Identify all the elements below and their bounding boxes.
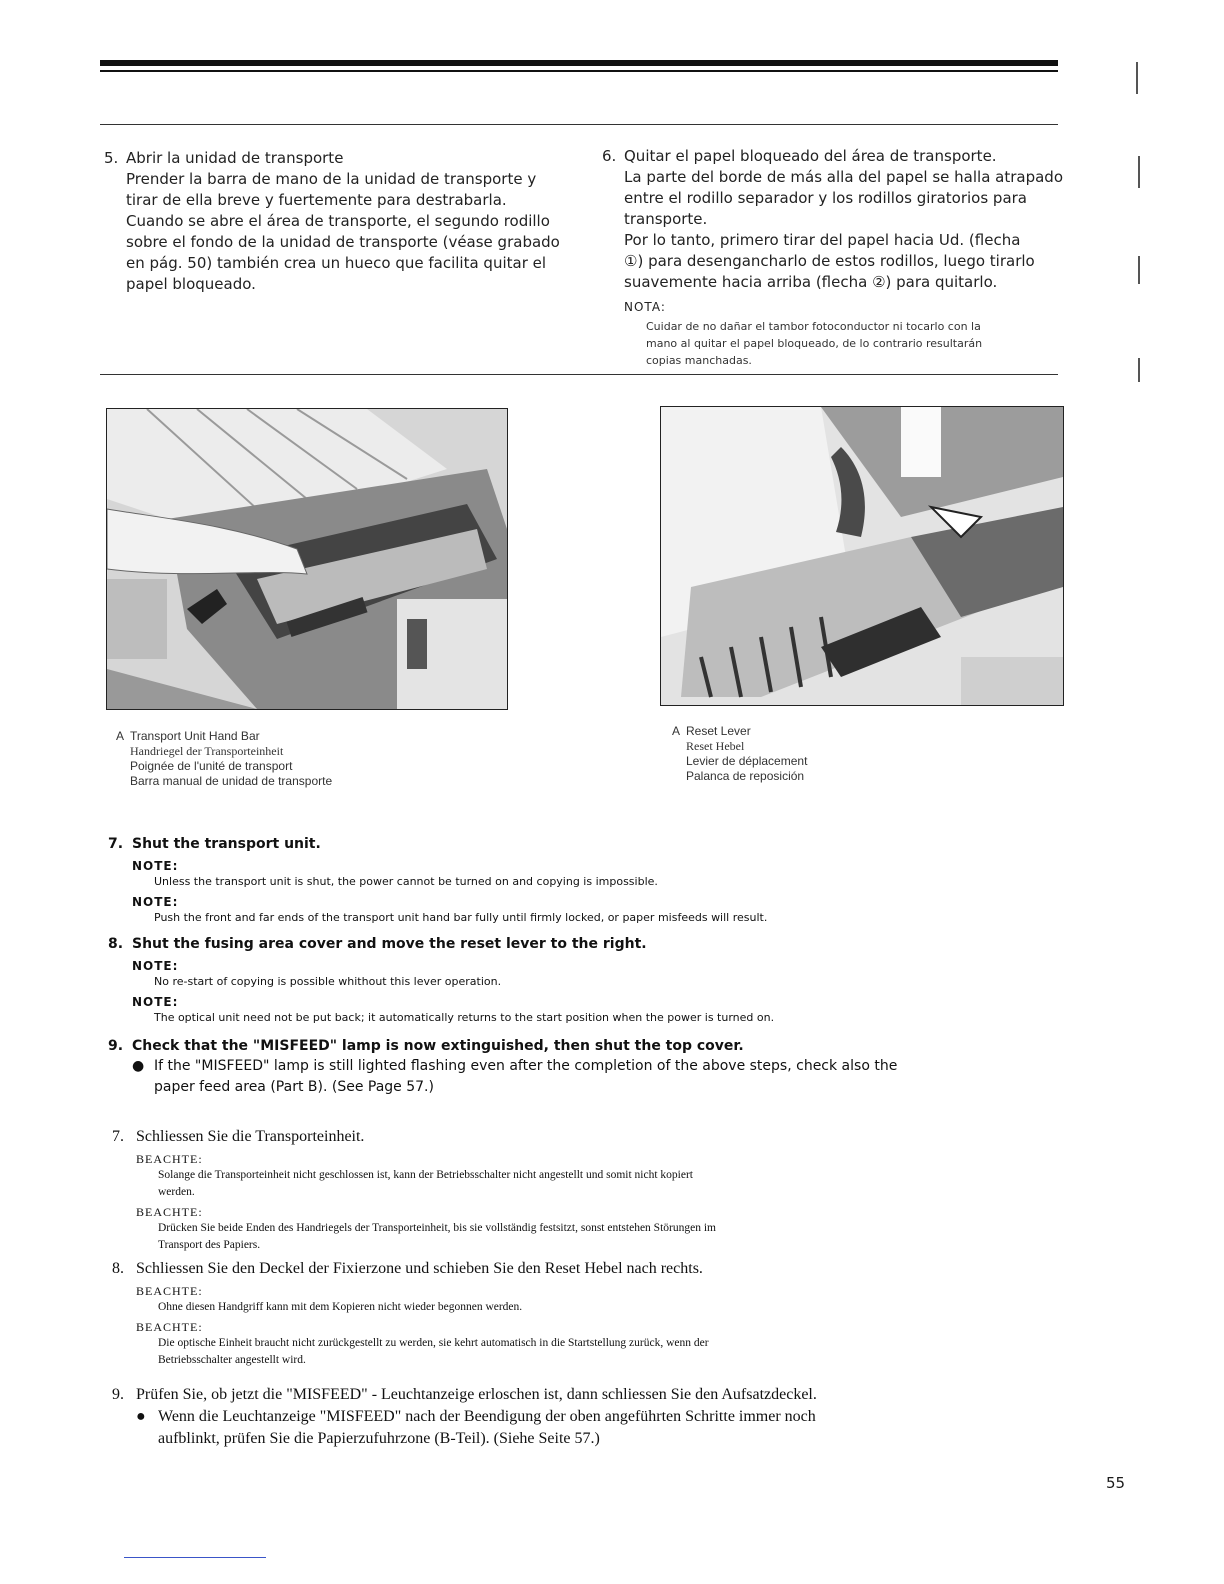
note-label: BEACHTE: [136, 1205, 203, 1219]
caption-right [672, 724, 808, 784]
step-title: Quitar el papel bloqueado del área de transporte. [624, 147, 997, 165]
step-title: Shut the transport unit. [132, 836, 321, 852]
caption-en: Reset Lever [686, 724, 751, 738]
english-step-9 [108, 1036, 1008, 1098]
step-heading [112, 1126, 992, 1148]
note-line: Cuidar de no dañar el tambor fotoconductor ni tocarlo con la [646, 320, 981, 333]
step-heading [112, 1384, 992, 1406]
step-number: 5. [104, 149, 119, 167]
caption-letter: A [116, 729, 125, 743]
caption-fr: Poignée de l'unité de transport [130, 759, 293, 773]
bullet-line: paper feed area (Part B). (See Page 57.) [154, 1079, 434, 1095]
bullet-line: aufblinkt, prüfen Sie die Papierzufuhrzone (B-Teil). (Siehe Seite 57.) [158, 1430, 600, 1447]
photo-transport-unit-hand-bar [106, 408, 508, 710]
body-line: La parte del borde de más alla del papel se halla atrapado [624, 168, 1064, 186]
caption-letter: A [672, 724, 681, 738]
step-body [602, 167, 1072, 293]
note-line: Ohne diesen Handgriff kann mit dem Kopieren nicht wieder begonnen werden. [158, 1301, 523, 1313]
caption-en: Transport Unit Hand Bar [130, 729, 260, 743]
body-line: transporte. [624, 210, 708, 228]
note-label: BEACHTE: [136, 1284, 203, 1298]
note-label: BEACHTE: [136, 1152, 203, 1166]
body-line: Cuando se abre el área de transporte, el segundo rodillo [126, 212, 550, 230]
english-step-8 [108, 934, 1008, 1026]
note-label: BEACHTE: [136, 1320, 203, 1334]
note-line: copias manchadas. [646, 354, 752, 367]
step-number: 8. [108, 936, 124, 952]
step-number: 6. [602, 147, 617, 165]
spanish-step-5 [104, 148, 564, 295]
page-number: 55 [1106, 1474, 1126, 1492]
scan-edge-mark [1136, 62, 1138, 94]
caption-de: Reset Hebel [686, 739, 745, 753]
photo-illustration [661, 407, 1063, 705]
body-line: Prender la barra de mano de la unidad de transporte y [126, 170, 537, 188]
note-line: Betriebsschalter angestellt wird. [158, 1354, 306, 1366]
section-divider-top [100, 124, 1058, 125]
bullet-dot-icon: ● [132, 1058, 145, 1074]
caption-left [116, 729, 333, 789]
note-line: werden. [158, 1186, 195, 1198]
step-number: 8. [112, 1260, 124, 1277]
body-line: tirar de ella breve y fuertemente para destrabarla. [126, 191, 507, 209]
note-label: NOTE: [132, 995, 179, 1009]
note-label: NOTE: [132, 859, 179, 873]
step-number: 9. [108, 1038, 124, 1054]
note-text [112, 1167, 992, 1201]
note-text [112, 1335, 992, 1369]
note-label: NOTA: [624, 300, 666, 314]
note-text [602, 318, 1072, 369]
note-text: Unless the transport unit is shut, the power cannot be turned on and copying is impossible. [154, 875, 658, 888]
body-line: ①) para desengancharlo de estos rodillos, luego tirarlo [624, 252, 1035, 270]
photo-illustration [107, 409, 507, 709]
caption-de: Handriegel der Transporteinheit [130, 744, 284, 758]
note-text: Push the front and far ends of the transport unit hand bar fully until firmly locked, or paper misfeeds will result. [154, 911, 768, 924]
step-title: Schliessen Sie die Transporteinheit. [136, 1128, 365, 1145]
note-text [112, 1220, 992, 1254]
step-title: Check that the "MISFEED" lamp is now extinguished, then shut the top cover. [132, 1038, 744, 1054]
note-line: mano al quitar el papel bloqueado, de lo contrario resultarán [646, 337, 983, 350]
note-text: The optical unit need not be put back; it automatically returns to the start position when the power is turned on. [154, 1011, 775, 1024]
step-heading [108, 1036, 1008, 1056]
note-line: Solange die Transporteinheit nicht geschlossen ist, kann der Betriebsschalter nicht angestellt und somit nicht kopiert [158, 1169, 693, 1181]
step-heading [104, 148, 564, 169]
body-line: entre el rodillo separador y los rodillos giratorios para [624, 189, 1027, 207]
step-title: Shut the fusing area cover and move the reset lever to the right. [132, 936, 647, 952]
note-text [112, 1299, 992, 1316]
note-line: Die optische Einheit braucht nicht zurückgestellt zu werden, sie kehrt automatisch in die Startstellung zurück, wenn der [158, 1337, 709, 1349]
step-number: 9. [112, 1386, 124, 1403]
header-rule-thin [100, 70, 1058, 72]
bullet-item [108, 1056, 1008, 1098]
step-title: Abrir la unidad de transporte [126, 149, 344, 167]
step-title: Prüfen Sie, ob jetzt die "MISFEED" - Leuchtanzeige erloschen ist, dann schliessen Sie den Aufsatzdeckel. [136, 1386, 817, 1403]
bullet-dot-icon: ● [136, 1408, 146, 1425]
caption-fr: Levier de déplacement [686, 754, 808, 768]
step-number: 7. [112, 1128, 124, 1145]
spanish-step-6 [602, 146, 1072, 369]
body-line: Por lo tanto, primero tirar del papel hacia Ud. (flecha [624, 231, 1021, 249]
bullet-line: Wenn die Leuchtanzeige "MISFEED" nach der Beendigung der oben angeführten Schritte immer noch [158, 1408, 816, 1425]
step-number: 7. [108, 836, 124, 852]
step-heading [112, 1258, 992, 1280]
bullet-item [112, 1406, 992, 1450]
german-step-7 [112, 1126, 992, 1254]
header-rule-thick [100, 60, 1058, 66]
bullet-line: If the "MISFEED" lamp is still lighted flashing even after the completion of the above steps, check also the [154, 1058, 898, 1074]
caption-es: Barra manual de unidad de transporte [130, 774, 333, 788]
bottom-scan-line [124, 1557, 266, 1558]
step-title: Schliessen Sie den Deckel der Fixierzone und schieben Sie den Reset Hebel nach rechts. [136, 1260, 703, 1277]
german-step-8 [112, 1258, 992, 1369]
note-line: Drücken Sie beide Enden des Handriegels der Transporteinheit, bis sie vollständig festsitzt, sonst entstehen Störungen im [158, 1222, 716, 1234]
body-line: suavemente hacia arriba (flecha ②) para quitarlo. [624, 273, 998, 291]
body-line: en pág. 50) también crea un hueco que facilita quitar el [126, 254, 547, 272]
body-line: sobre el fondo de la unidad de transporte (véase grabado [126, 233, 560, 251]
scan-edge-mark [1138, 156, 1140, 188]
step-body [104, 169, 564, 295]
note-text: No re-start of copying is possible whithout this lever operation. [154, 975, 502, 988]
english-step-7 [108, 834, 1008, 926]
section-divider-middle [100, 374, 1058, 375]
note-label: NOTE: [132, 959, 179, 973]
caption-es: Palanca de reposición [686, 769, 805, 783]
step-heading [602, 146, 1072, 167]
note-line: Transport des Papiers. [158, 1239, 261, 1251]
scan-edge-mark [1138, 256, 1140, 284]
photo-reset-lever [660, 406, 1064, 706]
german-step-9 [112, 1384, 992, 1450]
body-line: papel bloqueado. [126, 275, 256, 293]
scan-edge-mark [1138, 358, 1140, 382]
note-label: NOTE: [132, 895, 179, 909]
step-heading [108, 834, 1008, 854]
step-heading [108, 934, 1008, 954]
